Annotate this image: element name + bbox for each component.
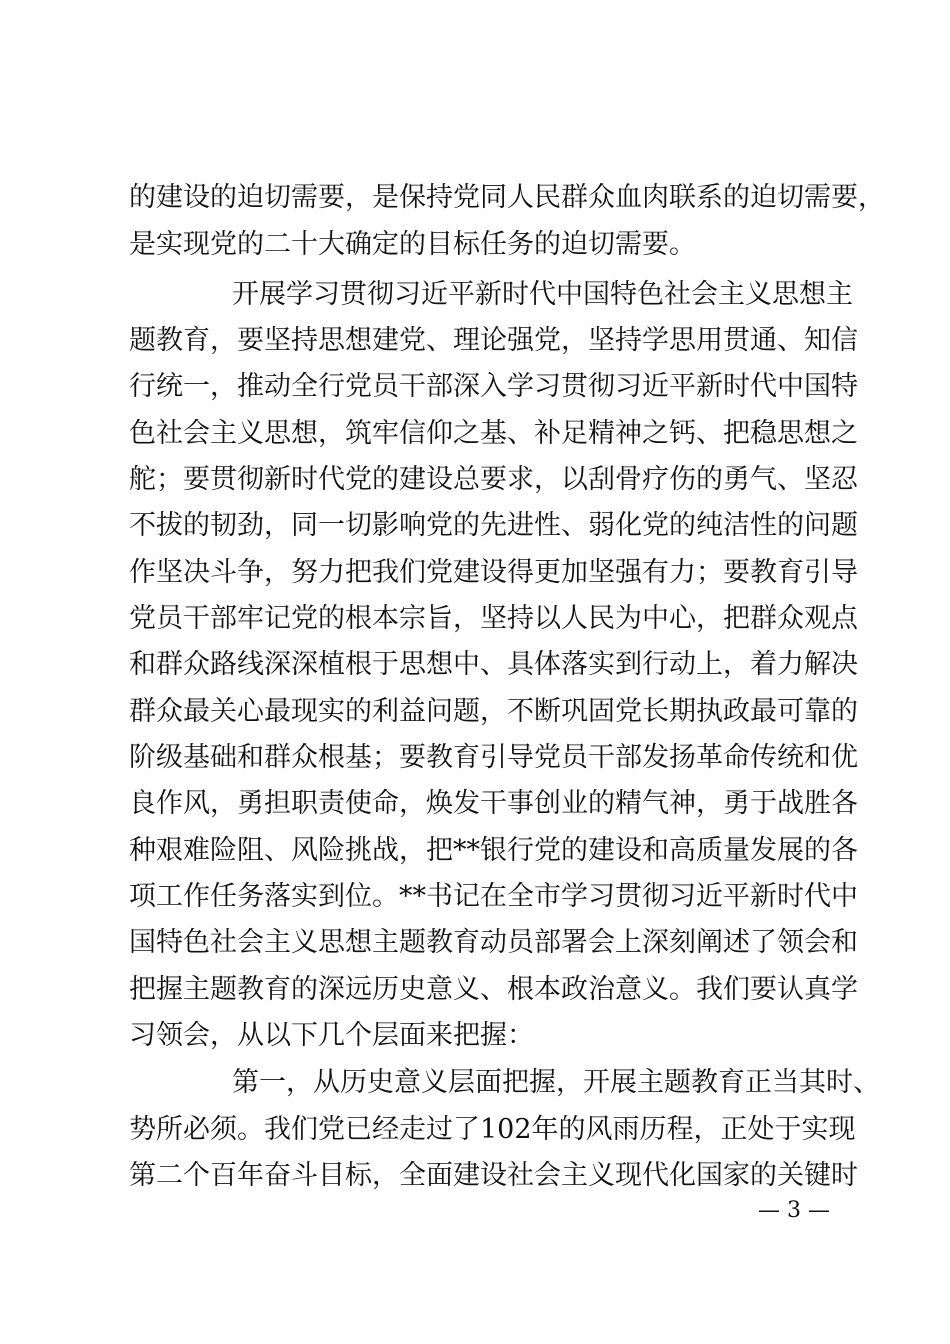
text-line-17: 国特色社会主义思想主题教育动员部署会上深刻阐述了领会和 <box>129 927 858 958</box>
text-line-21: 势所必须。我们党已经走过了102年的风雨历程，正处于实现 <box>129 1114 856 1145</box>
text-line-2: 是实现党的二十大确定的目标任务的迫切需要。 <box>129 229 696 260</box>
text-line-4: 题教育，要坚持思想建党、理论强党，坚持学思用贯通、知信 <box>129 325 858 356</box>
text-line-13: 阶级基础和群众根基；要教育引导党员干部发扬革命传统和优 <box>129 742 858 773</box>
paragraph-3-line-1: 第一，从历史意义层面把握，开展主题教育正当其时、 <box>232 1067 880 1098</box>
text-line-10: 党员干部牢记党的根本宗旨，坚持以人民为中心，把群众观点 <box>129 603 858 634</box>
text-line-1: 的建设的迫切需要，是保持党同人民群众血肉联系的迫切需要， <box>129 182 885 213</box>
text-line-12: 群众最关心最现实的利益问题，不断巩固党长期执政最可靠的 <box>129 696 858 727</box>
text-line-9: 作坚决斗争，努力把我们党建设得更加坚强有力；要教育引导 <box>129 557 858 588</box>
page-number: — 3 — <box>758 1198 830 1223</box>
paragraph-2-line-1: 开展学习贯彻习近平新时代中国特色社会主义思想主 <box>232 279 853 310</box>
text-line-6: 色社会主义思想，筑牢信仰之基、补足精神之钙、把稳思想之 <box>129 418 858 449</box>
text-line-18: 把握主题教育的深远历史意义、根本政治意义。我们要认真学 <box>129 974 858 1005</box>
text-line-16: 项工作任务落实到位。**书记在全市学习贯彻习近平新时代中 <box>129 881 858 912</box>
text-line-14: 良作风，勇担职责使命，焕发干事创业的精气神，勇于战胜各 <box>129 788 858 819</box>
text-line-22: 第二个百年奋斗目标，全面建设社会主义现代化国家的关键时 <box>129 1160 858 1191</box>
text-line-5: 行统一，推动全行党员干部深入学习贯彻习近平新时代中国特 <box>129 371 858 402</box>
text-line-11: 和群众路线深深植根于思想中、具体落实到行动上，着力解决 <box>129 649 858 680</box>
text-line-19: 习领会，从以下几个层面来把握： <box>129 1020 534 1051</box>
text-line-8: 不拔的韧劲，同一切影响党的先进性、弱化党的纯洁性的问题 <box>129 510 858 541</box>
text-line-15: 种艰难险阻、风险挑战，把**银行党的建设和高质量发展的各 <box>129 835 858 866</box>
text-line-7: 舵；要贯彻新时代党的建设总要求，以刮骨疗伤的勇气、坚忍 <box>129 464 858 495</box>
